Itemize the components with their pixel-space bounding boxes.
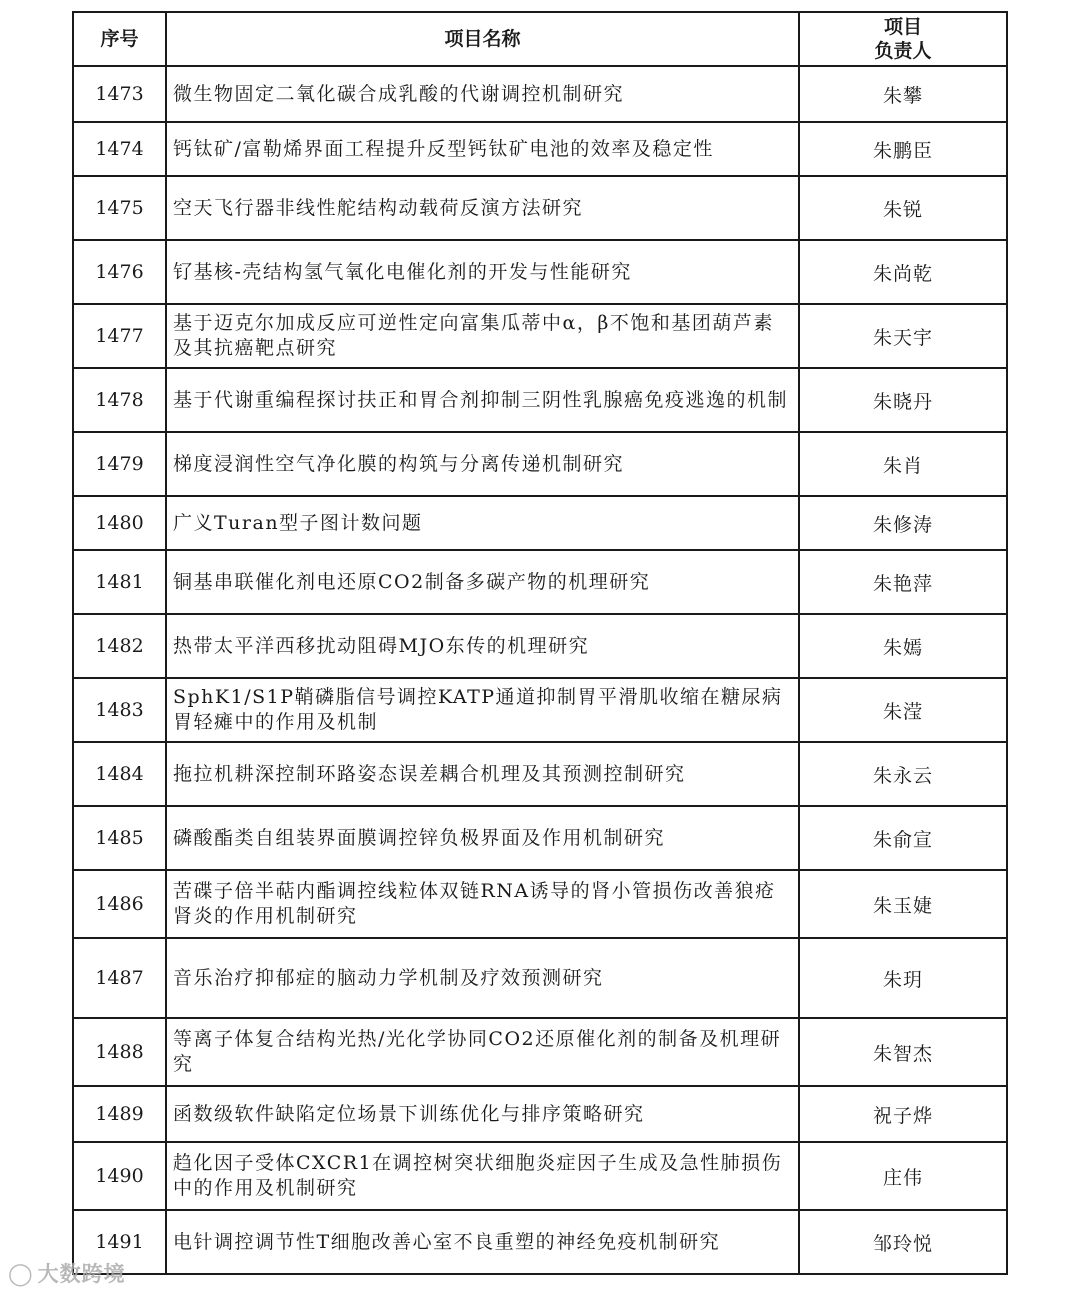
- row-number: 1473: [73, 66, 166, 122]
- header-number: 序号: [73, 12, 166, 66]
- table-row: [73, 938, 1007, 1018]
- watermark-text: 大数跨境: [37, 1262, 126, 1286]
- table-row: [73, 240, 1007, 304]
- project-list-table-container: [72, 11, 1006, 1275]
- table-row: [73, 122, 1007, 176]
- row-project-name: 拖拉机耕深控制环路姿态误差耦合机理及其预测控制研究: [166, 742, 799, 806]
- row-number: 1475: [73, 176, 166, 240]
- table-row: [73, 496, 1007, 550]
- table-row: [73, 432, 1007, 496]
- header-leader: [799, 12, 1007, 66]
- row-project-name: 函数级软件缺陷定位场景下训练优化与排序策略研究: [166, 1086, 799, 1142]
- header-leader-line2: 负责人: [874, 40, 932, 62]
- row-leader: 庄伟: [799, 1142, 1007, 1210]
- row-leader: 朱天宇: [799, 304, 1007, 368]
- table-row: [73, 176, 1007, 240]
- row-number: 1488: [73, 1018, 166, 1086]
- row-number: 1484: [73, 742, 166, 806]
- row-leader: 朱鹏臣: [799, 122, 1007, 176]
- row-leader: 朱俞宣: [799, 806, 1007, 870]
- row-project-name: 广义Turan型子图计数问题: [166, 496, 799, 550]
- table-row: [73, 742, 1007, 806]
- row-number: 1486: [73, 870, 166, 938]
- row-number: 1482: [73, 614, 166, 678]
- row-leader: 朱永云: [799, 742, 1007, 806]
- row-number: 1481: [73, 550, 166, 614]
- row-number: 1476: [73, 240, 166, 304]
- row-project-name: 音乐治疗抑郁症的脑动力学机制及疗效预测研究: [166, 938, 799, 1018]
- row-leader: 朱玥: [799, 938, 1007, 1018]
- row-leader: 朱尚乾: [799, 240, 1007, 304]
- row-leader: 邹玲悦: [799, 1210, 1007, 1274]
- row-project-name: 热带太平洋西移扰动阻碍MJO东传的机理研究: [166, 614, 799, 678]
- row-leader: 朱嫣: [799, 614, 1007, 678]
- row-number: 1480: [73, 496, 166, 550]
- row-number: 1489: [73, 1086, 166, 1142]
- row-leader: 朱肖: [799, 432, 1007, 496]
- row-project-name: 铜基串联催化剂电还原CO2制备多碳产物的机理研究: [166, 550, 799, 614]
- table-header-row: [73, 12, 1007, 66]
- weibo-icon: ◯: [8, 1262, 34, 1287]
- row-number: 1491: [73, 1210, 166, 1274]
- table-row: [73, 1086, 1007, 1142]
- row-project-name: 空天飞行器非线性舵结构动载荷反演方法研究: [166, 176, 799, 240]
- row-leader: 祝子烨: [799, 1086, 1007, 1142]
- table-row: [73, 66, 1007, 122]
- header-name: 项目名称: [166, 12, 799, 66]
- table-row: [73, 1142, 1007, 1210]
- row-project-name: 钌基核-壳结构氢气氧化电催化剂的开发与性能研究: [166, 240, 799, 304]
- row-project-name: 电针调控调节性T细胞改善心室不良重塑的神经免疫机制研究: [166, 1210, 799, 1274]
- table-row: [73, 870, 1007, 938]
- row-leader: 朱修涛: [799, 496, 1007, 550]
- row-project-name: SphK1/S1P鞘磷脂信号调控KATP通道抑制胃平滑肌收缩在糖尿病胃轻瘫中的作用及机制: [166, 678, 799, 742]
- row-leader: 朱玉婕: [799, 870, 1007, 938]
- row-project-name: 磷酸酯类自组装界面膜调控锌负极界面及作用机制研究: [166, 806, 799, 870]
- row-leader: 朱攀: [799, 66, 1007, 122]
- row-number: 1485: [73, 806, 166, 870]
- row-project-name: 趋化因子受体CXCR1在调控树突状细胞炎症因子生成及急性肺损伤中的作用及机制研究: [166, 1142, 799, 1210]
- row-project-name: 基于代谢重编程探讨扶正和胃合剂抑制三阴性乳腺癌免疫逃逸的机制: [166, 368, 799, 432]
- row-project-name: 等离子体复合结构光热/光化学协同CO2还原催化剂的制备及机理研究: [166, 1018, 799, 1086]
- table-row: [73, 1210, 1007, 1274]
- table-row: [73, 678, 1007, 742]
- row-number: 1490: [73, 1142, 166, 1210]
- row-number: 1477: [73, 304, 166, 368]
- row-number: 1483: [73, 678, 166, 742]
- table-row: [73, 368, 1007, 432]
- row-number: 1474: [73, 122, 166, 176]
- table-row: [73, 550, 1007, 614]
- table-row: [73, 1018, 1007, 1086]
- header-leader-line1: 项目: [883, 16, 922, 38]
- row-number: 1487: [73, 938, 166, 1018]
- table-row: [73, 806, 1007, 870]
- row-leader: 朱晓丹: [799, 368, 1007, 432]
- table-row: [73, 614, 1007, 678]
- row-number: 1479: [73, 432, 166, 496]
- row-project-name: 梯度浸润性空气净化膜的构筑与分离传递机制研究: [166, 432, 799, 496]
- row-leader: 朱艳萍: [799, 550, 1007, 614]
- row-project-name: 基于迈克尔加成反应可逆性定向富集瓜蒂中α，β不饱和基团葫芦素及其抗癌靶点研究: [166, 304, 799, 368]
- row-leader: 朱滢: [799, 678, 1007, 742]
- table-row: [73, 304, 1007, 368]
- row-project-name: 苦碟子倍半萜内酯调控线粒体双链RNA诱导的肾小管损伤改善狼疮肾炎的作用机制研究: [166, 870, 799, 938]
- row-leader: 朱锐: [799, 176, 1007, 240]
- row-leader: 朱智杰: [799, 1018, 1007, 1086]
- row-project-name: 钙钛矿/富勒烯界面工程提升反型钙钛矿电池的效率及稳定性: [166, 122, 799, 176]
- row-project-name: 微生物固定二氧化碳合成乳酸的代谢调控机制研究: [166, 66, 799, 122]
- project-list-table: [72, 11, 1008, 1275]
- watermark: [8, 1258, 126, 1288]
- row-number: 1478: [73, 368, 166, 432]
